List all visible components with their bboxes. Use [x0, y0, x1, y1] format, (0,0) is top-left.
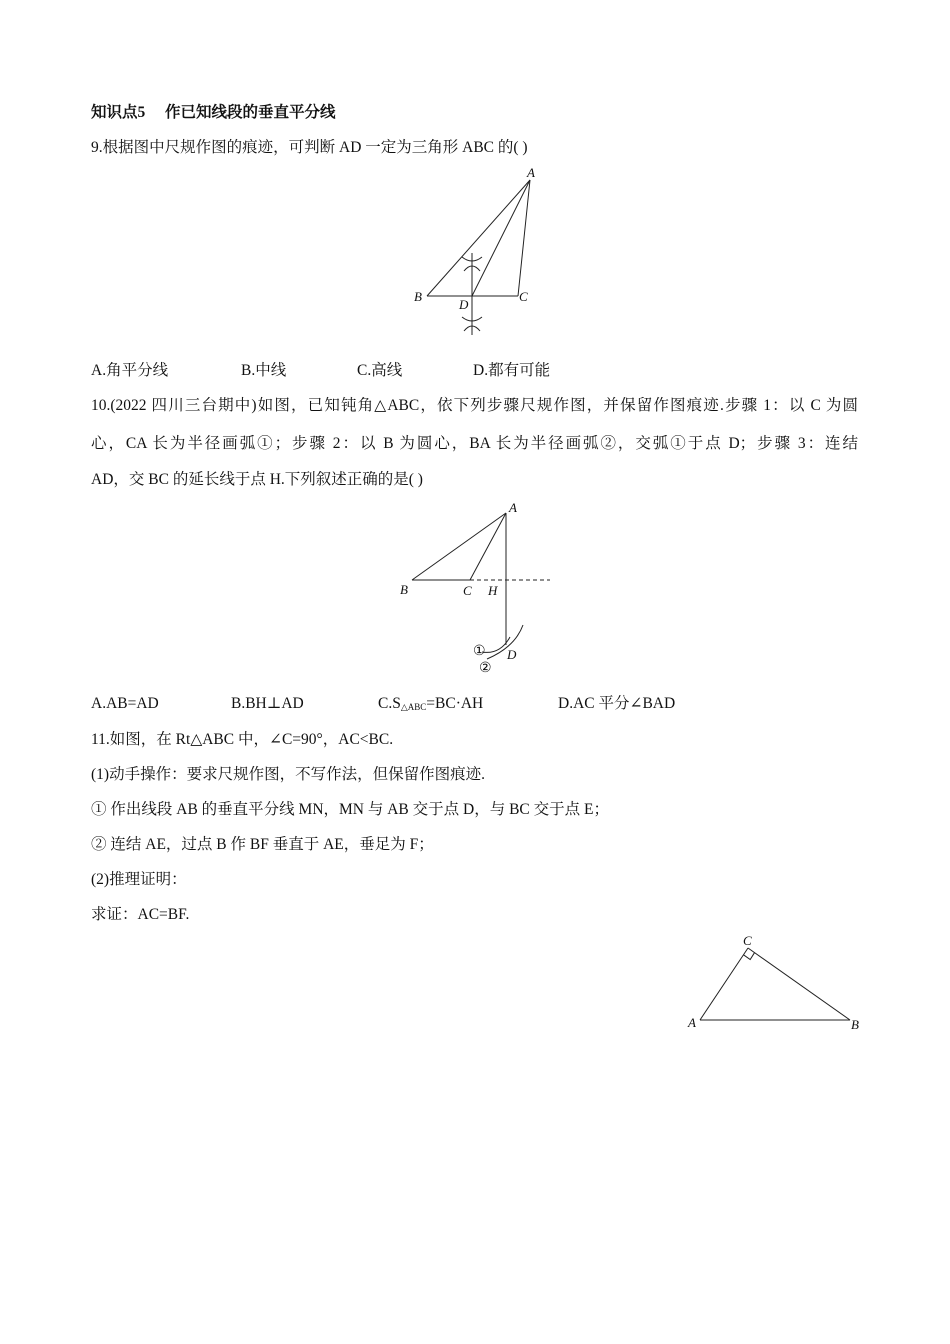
q11-stem: 11.如图，在 Rt△ABC 中，∠C=90°，AC<BC.	[91, 731, 394, 748]
q11-side-cb	[748, 948, 850, 1020]
q9-option-b: B.中线	[241, 362, 287, 379]
q10-stem-line-2: 心，CA 长为半径画弧①；步骤 2：以 B 为圆心，BA 长为半径画弧②，交弧①于点 D；步骤 3：连结	[91, 435, 858, 452]
q10-option-c-suffix: =BC·AH	[426, 695, 484, 712]
q9-label-d: D	[459, 297, 469, 312]
q11-label-b: B	[851, 1017, 859, 1032]
q9-label-a: A	[527, 165, 535, 180]
q9-side-ab	[427, 180, 530, 296]
q11-step-2: ② 连结 AE，过点 B 作 BF 垂直于 AE，垂足为 F；	[91, 836, 434, 853]
q10-arc-mark-1: ①	[473, 644, 486, 659]
q10-arc-2	[487, 625, 523, 659]
q10-option-c	[378, 694, 483, 717]
q9-option-c: C.高线	[357, 362, 403, 379]
q10-arc-mark-2: ②	[479, 661, 492, 676]
q9-segment-ad	[472, 180, 530, 296]
section-label: 知识点5	[91, 104, 146, 121]
q10-stem-line-1: 10.(2022 四川三台期中)如图，已知钝角△ABC，依下列步骤尺规作图，并保留作图痕迹.步骤 1：以 C 为圆	[91, 397, 858, 414]
q10-stem-line-3: AD，交 BC 的延长线于点 H.下列叙述正确的是( )	[91, 471, 423, 488]
q11-part-1: (1)动手操作：要求尺规作图，不写作法，但保留作图痕迹.	[91, 766, 485, 783]
q11-side-ca	[700, 948, 748, 1020]
q9-option-d: D.都有可能	[473, 362, 551, 379]
q10-label-b: B	[400, 582, 408, 597]
q9-label-c: C	[519, 289, 528, 304]
q11-label-c: C	[743, 933, 752, 948]
q10-side-ac	[470, 513, 506, 580]
q9-figure	[400, 165, 550, 345]
q10-label-d: D	[507, 647, 517, 662]
q11-figure	[680, 930, 870, 1040]
q10-label-h: H	[488, 583, 498, 598]
q10-label-c: C	[463, 583, 472, 598]
q9-stem: 9.根据图中尺规作图的痕迹，可判断 AD 一定为三角形 ABC 的( )	[91, 139, 528, 156]
q10-option-b: B.BH⊥AD	[231, 695, 304, 712]
q11-part-2: (2)推理证明：	[91, 871, 187, 888]
q11-prove: 求证：AC=BF.	[91, 906, 190, 923]
q10-option-c-prefix: C.S	[378, 695, 401, 712]
q11-label-a: A	[688, 1015, 696, 1030]
q9-label-b: B	[414, 289, 422, 304]
section-heading	[91, 103, 336, 123]
q9-side-ac	[518, 180, 530, 296]
q11-step-1: ① 作出线段 AB 的垂直平分线 MN，MN 与 AB 交于点 D，与 BC 交于点 E；	[91, 801, 609, 818]
q10-side-ab	[412, 513, 506, 580]
section-title: 作已知线段的垂直平分线	[165, 104, 336, 121]
q10-option-c-subscript: △ABC	[400, 702, 427, 712]
q10-option-d: D.AC 平分∠BAD	[558, 695, 676, 712]
q11-right-angle-mark	[744, 953, 755, 960]
q9-option-a: A.角平分线	[91, 362, 169, 379]
q10-option-a: A.AB=AD	[91, 695, 159, 712]
q10-figure	[390, 497, 560, 682]
q10-label-a: A	[509, 500, 517, 515]
